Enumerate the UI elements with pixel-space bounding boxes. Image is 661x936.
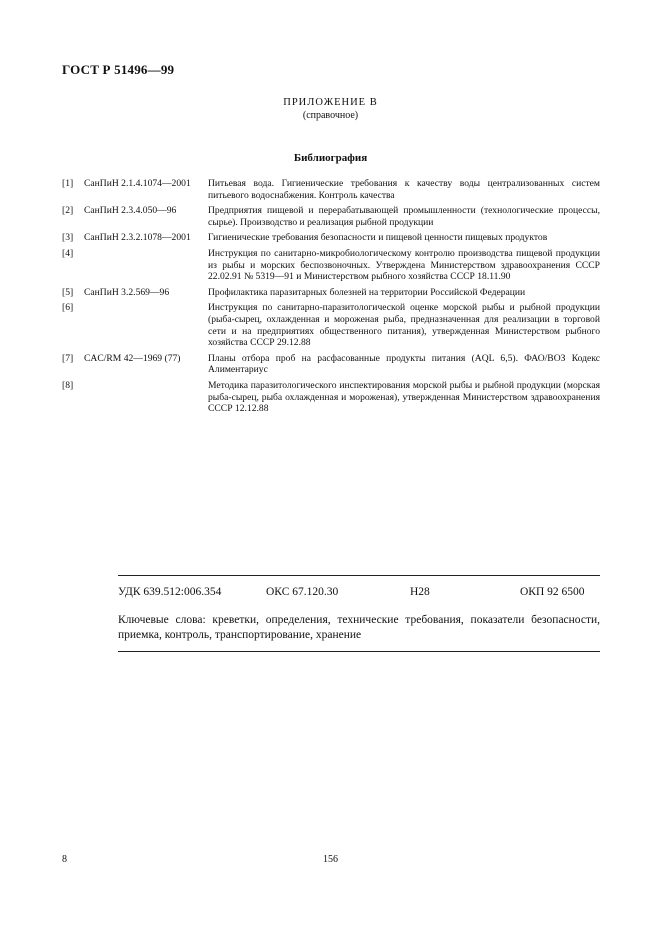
- entry-code: [84, 302, 208, 348]
- bibliography-entry: [62, 380, 600, 415]
- bibliography-entry: [62, 232, 600, 244]
- entry-text: Профилактика паразитарных болезней на территории Российской Федерации: [208, 286, 526, 298]
- appendix-note: (справочное): [302, 110, 359, 121]
- entry-code: СанПиН 2.3.4.050—96: [84, 205, 177, 217]
- entry-code: [84, 380, 208, 415]
- okp-code: ОКП 92 6500: [520, 586, 585, 598]
- page-number: 8: [62, 854, 67, 865]
- entry-code: CAC/RM 42—1969 (77): [84, 352, 181, 364]
- bibliography-entry: [62, 302, 600, 348]
- entry-text: Методика паразитологического инспектирования морской рыбы и рыбной продукции (морская рыба-сырец, рыба охлажденная и мороженая), утвержденная Министерством здравоохранения СССР 12.12.88: [208, 379, 600, 415]
- entry-text: Планы отбора проб на расфасованные продукты питания (AQL 6,5). ФАО/ВОЗ Кодекс Алиментариус: [208, 352, 600, 376]
- bibliography-entry: [62, 205, 600, 228]
- entry-text: Инструкция по санитарно-паразитологической оценке морской рыбы и рыбной продукции (рыба-сырец, охлажденная и мороженая рыба, предназначенная для реализации в торговой сети и на предприятиях общественного питания), утвержденная Министерством рыбного хозяйства СССР 29.12.88: [208, 302, 600, 349]
- appendix-title: ПРИЛОЖЕНИЕ В: [283, 97, 378, 108]
- bottom-divider: [118, 651, 600, 652]
- keywords-text: Ключевые слова: креветки, определения, технические требования, показатели безопасности, приемка, контроль, транспортирование, хранение: [118, 614, 600, 641]
- bibliography-entry: [62, 353, 600, 376]
- entry-number: [1]: [62, 178, 74, 189]
- bibliography-list: [62, 178, 600, 419]
- entry-number: [3]: [62, 232, 74, 244]
- bibliography-entry: [62, 287, 600, 299]
- entry-code: [84, 248, 208, 283]
- entry-number: [2]: [62, 205, 74, 217]
- bibliography-entry: [62, 248, 600, 283]
- group-code: Н28: [410, 586, 430, 598]
- entry-text: Гигиенические требования безопасности и пищевой ценности пищевых продуктов: [208, 232, 548, 244]
- sheet-number: 156: [323, 854, 338, 865]
- entry-number: [8]: [62, 379, 74, 391]
- udk-code: УДК 639.512:006.354: [118, 586, 222, 598]
- entry-number: [7]: [62, 352, 74, 364]
- bibliography-title: Библиография: [293, 152, 368, 164]
- entry-code: СанПиН 2.1.4.1074—2001: [84, 178, 191, 189]
- bibliography-entry: [62, 178, 600, 201]
- entry-number: [5]: [62, 286, 74, 298]
- entry-number: [4]: [62, 247, 74, 259]
- top-divider: [118, 575, 600, 576]
- entry-text: Предприятия пищевой и перерабатывающей промышленности (технологические процессы, сырье). Производство и реализация рыбной продукции: [208, 205, 600, 228]
- entry-code: СанПиН 3.2.569—96: [84, 286, 170, 298]
- document-code: ГОСТ Р 51496—99: [62, 62, 175, 77]
- oks-code: ОКС 67.120.30: [266, 586, 339, 598]
- entry-text: Питьевая вода. Гигиенические требования к качеству воды централизованных систем питьевого водоснабжения. Контроль качества: [208, 178, 600, 201]
- entry-number: [6]: [62, 302, 74, 314]
- entry-text: Инструкция по санитарно-микробиологическому контролю производства пищевой продукции из рыбы и морских беспозвоночных. Утверждена Министерством здравоохранения СССР 22.02.91 № 5319—91 и Министерством рыбного хозяйства СССР 18.11.90: [208, 247, 600, 283]
- entry-code: СанПиН 2.3.2.1078—2001: [84, 232, 191, 244]
